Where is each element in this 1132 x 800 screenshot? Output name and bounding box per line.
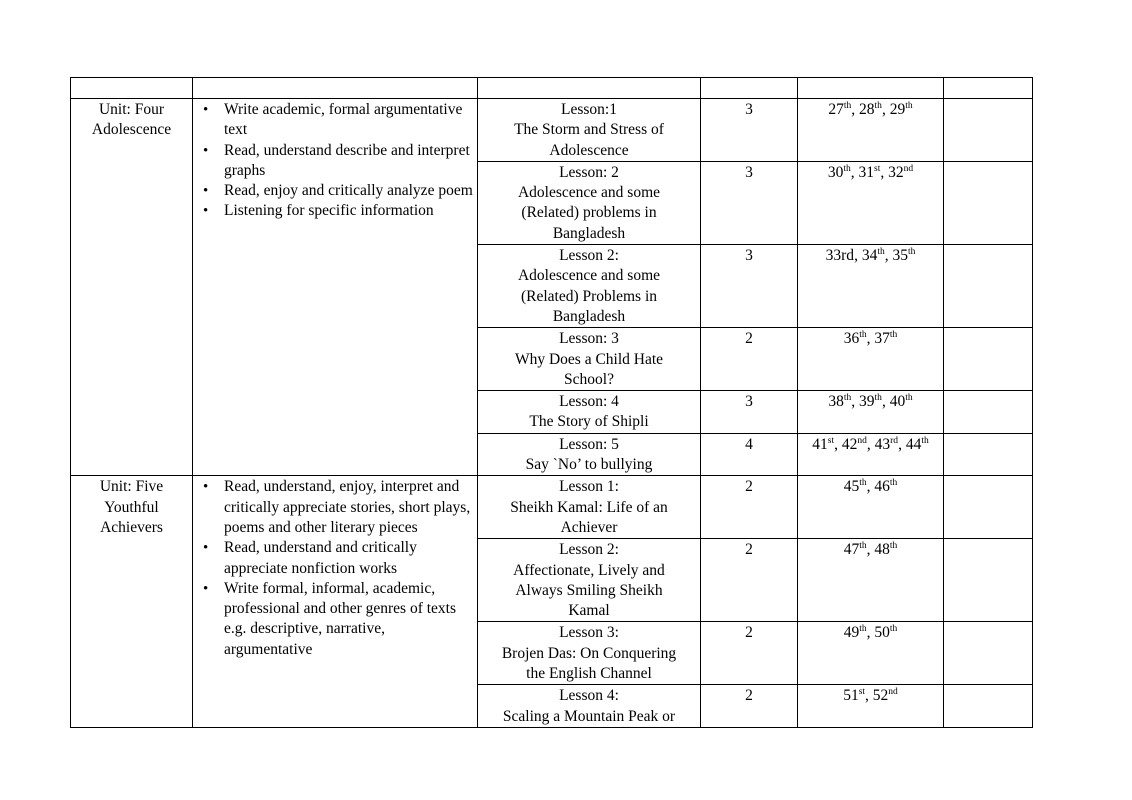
lesson-line: Lesson: 4 xyxy=(559,393,619,411)
class-day-suffix: th xyxy=(874,101,882,111)
objective-item: • Read, understand describe and interpret graphs xyxy=(199,141,473,182)
class-day-number: 35 xyxy=(892,247,908,265)
lesson-line: Sheikh Kamal: Life of an xyxy=(510,498,668,516)
empty-cell xyxy=(944,328,1033,391)
class-day-number: 31 xyxy=(858,163,875,181)
lesson-line: Adolescence and some xyxy=(517,184,661,202)
class-day xyxy=(874,624,897,641)
class-days-cell: 36th, 37th xyxy=(798,328,944,391)
class-count-cell: 3 xyxy=(701,245,798,328)
empty-cell xyxy=(193,78,478,99)
class-day xyxy=(906,436,929,453)
class-day-number: 37 xyxy=(874,330,890,348)
class-day xyxy=(874,478,897,495)
class-day-number: 52 xyxy=(872,687,889,705)
class-days-cell: 49th, 50th xyxy=(798,622,944,685)
class-day xyxy=(888,164,913,181)
empty-cell xyxy=(944,685,1033,728)
class-day-suffix: st xyxy=(874,163,881,174)
class-day xyxy=(828,101,851,118)
class-day-suffix: th xyxy=(889,478,898,489)
lesson-line: Bangladesh xyxy=(552,224,626,242)
class-day-number: 39 xyxy=(859,393,875,411)
class-days-cell: 51st, 52nd xyxy=(798,685,944,728)
class-day-suffix: nd xyxy=(903,163,914,174)
lesson-line: (Related) Problems in xyxy=(520,287,658,305)
class-day-suffix: th xyxy=(859,478,867,489)
class-day xyxy=(873,687,898,704)
class-count-cell: 2 xyxy=(701,685,798,728)
lesson-cell xyxy=(478,433,701,476)
lesson-line: Lesson 1: xyxy=(559,478,619,496)
table-row xyxy=(71,99,1033,162)
empty-cell xyxy=(944,391,1033,434)
objective-item: • Read, enjoy and critically analyze poem xyxy=(199,181,473,201)
class-day-number: 42 xyxy=(841,435,858,453)
lesson-line: Bangladesh xyxy=(552,307,626,325)
class-day-suffix: nd xyxy=(857,435,867,446)
class-count-cell: 2 xyxy=(701,476,798,539)
class-day xyxy=(875,436,898,453)
empty-cell xyxy=(944,539,1033,622)
class-count-cell: 3 xyxy=(701,161,798,244)
class-days-cell: 33rd, 34th, 35th xyxy=(798,245,944,328)
objective-item: • Read, understand, enjoy, interpret and critically appreciate stories, short plays, poems and other literary pieces xyxy=(199,477,473,538)
class-day-suffix: th xyxy=(877,247,885,258)
class-day-number: 27 xyxy=(828,101,844,118)
class-day-suffix: nd xyxy=(888,687,898,698)
lesson-line: Why Does a Child Hate xyxy=(514,350,664,368)
class-count-cell: 2 xyxy=(701,539,798,622)
class-day xyxy=(842,436,867,453)
lesson-line: Lesson:1 xyxy=(561,101,617,118)
class-day-suffix: th xyxy=(907,247,916,258)
lesson-line: The Storm and Stress of xyxy=(514,121,664,139)
objective-item: • Listening for specific information xyxy=(199,201,473,221)
lesson-line: Lesson 3: xyxy=(559,624,619,642)
objective-item: • Write formal, informal, academic, professional and other genres of texts e.g. descriptive, narrative, argumentative xyxy=(199,579,473,660)
lesson-line: Lesson: 2 xyxy=(559,163,619,181)
class-day xyxy=(892,247,915,264)
lesson-cell xyxy=(478,245,701,328)
lesson-line: Adolescence and some xyxy=(517,267,661,285)
empty-cell xyxy=(944,78,1033,99)
objectives-list xyxy=(199,100,473,222)
class-day-number: 48 xyxy=(874,541,890,559)
class-day-number: 36 xyxy=(843,330,860,348)
header-row xyxy=(71,78,1033,99)
class-day-number: 33rd xyxy=(825,247,855,265)
class-day xyxy=(843,687,865,704)
objective-item: • Read, understand and critically appreciate nonfiction works xyxy=(199,538,473,579)
empty-cell xyxy=(944,245,1033,328)
unit-title-line: Unit: Four xyxy=(98,101,165,118)
lesson-cell xyxy=(478,328,701,391)
lesson-cell xyxy=(478,391,701,434)
class-day xyxy=(874,541,897,558)
class-count-cell: 2 xyxy=(701,622,798,685)
unit-title-line: Youthful xyxy=(104,498,159,516)
empty-cell xyxy=(944,99,1033,162)
lesson-line: Affectionate, Lively and xyxy=(513,561,665,579)
class-day-number: 28 xyxy=(859,101,875,118)
class-day xyxy=(812,436,834,453)
unit-title-line: Adolescence xyxy=(91,121,172,139)
objectives-cell xyxy=(193,476,478,728)
class-day-suffix: th xyxy=(843,101,852,111)
lesson-line: Brojen Das: On Conquering xyxy=(501,644,677,662)
class-days-cell: 45th, 46th xyxy=(798,476,944,539)
class-day xyxy=(874,330,897,347)
lesson-line: Lesson: 5 xyxy=(559,435,619,453)
lesson-cell xyxy=(478,161,701,244)
class-day-number: 38 xyxy=(828,393,844,411)
class-day xyxy=(844,478,867,495)
empty-cell xyxy=(944,476,1033,539)
empty-cell xyxy=(944,433,1033,476)
class-day-suffix: th xyxy=(889,624,898,635)
class-day-number: 50 xyxy=(874,624,890,642)
lesson-cell xyxy=(478,99,701,162)
class-day-suffix: st xyxy=(827,435,835,446)
class-days-cell: 41st, 42nd, 43rd, 44th xyxy=(798,433,944,476)
class-day-number: 44 xyxy=(905,435,922,453)
class-day xyxy=(859,164,881,181)
class-day-number: 32 xyxy=(888,163,904,181)
lesson-cell xyxy=(478,476,701,539)
class-day xyxy=(826,247,854,264)
unit-title-line: Unit: Five xyxy=(99,478,164,496)
class-day-suffix: th xyxy=(889,541,898,552)
class-day-number: 43 xyxy=(874,435,891,453)
lesson-plan-table xyxy=(70,77,1033,728)
empty-cell xyxy=(71,78,193,99)
lesson-line: Lesson 2: xyxy=(559,541,619,559)
class-day-suffix: th xyxy=(905,101,913,111)
class-count-cell: 2 xyxy=(701,328,798,391)
empty-cell xyxy=(478,78,701,99)
class-days-cell: 27th, 28th, 29th xyxy=(798,99,944,162)
lesson-line: Scaling a Mountain Peak or xyxy=(502,707,676,725)
lesson-line: Always Smiling Sheikh xyxy=(515,581,663,599)
lesson-line: Kamal xyxy=(568,602,610,620)
class-day-number: 46 xyxy=(874,478,890,496)
class-day-suffix: th xyxy=(859,541,867,552)
lesson-cell xyxy=(478,622,701,685)
class-day-number: 40 xyxy=(889,393,906,411)
class-day-number: 49 xyxy=(843,624,860,642)
lesson-line: Adolescence xyxy=(549,141,629,159)
class-day-suffix: th xyxy=(843,163,851,174)
class-day-number: 41 xyxy=(812,435,828,453)
lesson-line: Lesson 4: xyxy=(559,687,619,705)
lesson-line: School? xyxy=(564,370,614,388)
class-count-cell: 4 xyxy=(701,433,798,476)
class-day xyxy=(859,393,882,410)
unit-title-cell xyxy=(71,476,193,728)
class-day xyxy=(890,393,913,410)
class-day xyxy=(844,330,867,347)
class-day xyxy=(890,101,913,118)
class-days-cell: 38th, 39th, 40th xyxy=(798,391,944,434)
class-day-suffix: st xyxy=(858,687,866,698)
table-row xyxy=(71,476,1033,539)
class-count-cell: 3 xyxy=(701,99,798,162)
empty-cell xyxy=(798,78,944,99)
class-day-suffix: rd xyxy=(890,435,899,446)
lesson-line: The Story of Shipli xyxy=(529,413,649,431)
class-day-number: 30 xyxy=(827,163,844,181)
class-days-cell: 30th, 31st, 32nd xyxy=(798,161,944,244)
class-days-cell: 47th, 48th xyxy=(798,539,944,622)
class-day-suffix: th xyxy=(843,393,852,404)
empty-cell xyxy=(944,161,1033,244)
lesson-line: the English Channel xyxy=(526,665,652,683)
objectives-cell xyxy=(193,99,478,476)
class-day xyxy=(862,247,885,264)
class-day-suffix: th xyxy=(889,330,898,341)
class-day-number: 34 xyxy=(861,247,878,265)
objective-item: • Write academic, formal argumentative text xyxy=(199,100,473,141)
lesson-line: Achiever xyxy=(560,518,618,536)
class-day-suffix: th xyxy=(921,435,929,446)
unit-title-cell xyxy=(71,99,193,476)
class-count-cell: 3 xyxy=(701,391,798,434)
class-day xyxy=(844,624,867,641)
empty-cell xyxy=(701,78,798,99)
class-day-number: 47 xyxy=(843,541,860,559)
class-day-suffix: th xyxy=(859,330,867,341)
class-day-suffix: th xyxy=(874,393,882,404)
class-day-number: 29 xyxy=(889,101,906,118)
class-day xyxy=(828,393,851,410)
class-day xyxy=(859,101,882,118)
unit-title-line: Achievers xyxy=(100,518,163,536)
lesson-line: Say `No’ to bullying xyxy=(525,456,653,474)
class-day xyxy=(828,164,851,181)
lesson-cell xyxy=(478,685,701,728)
class-day-number: 51 xyxy=(843,687,859,705)
class-day-suffix: th xyxy=(859,624,867,635)
class-day-number: 45 xyxy=(843,478,860,496)
objectives-list xyxy=(199,477,473,660)
empty-cell xyxy=(944,622,1033,685)
lesson-line: (Related) problems in xyxy=(521,204,657,222)
lesson-cell xyxy=(478,539,701,622)
class-day xyxy=(844,541,867,558)
lesson-line: Lesson: 3 xyxy=(559,330,619,348)
lesson-line: Lesson 2: xyxy=(559,247,619,265)
class-day-suffix: th xyxy=(905,393,913,404)
